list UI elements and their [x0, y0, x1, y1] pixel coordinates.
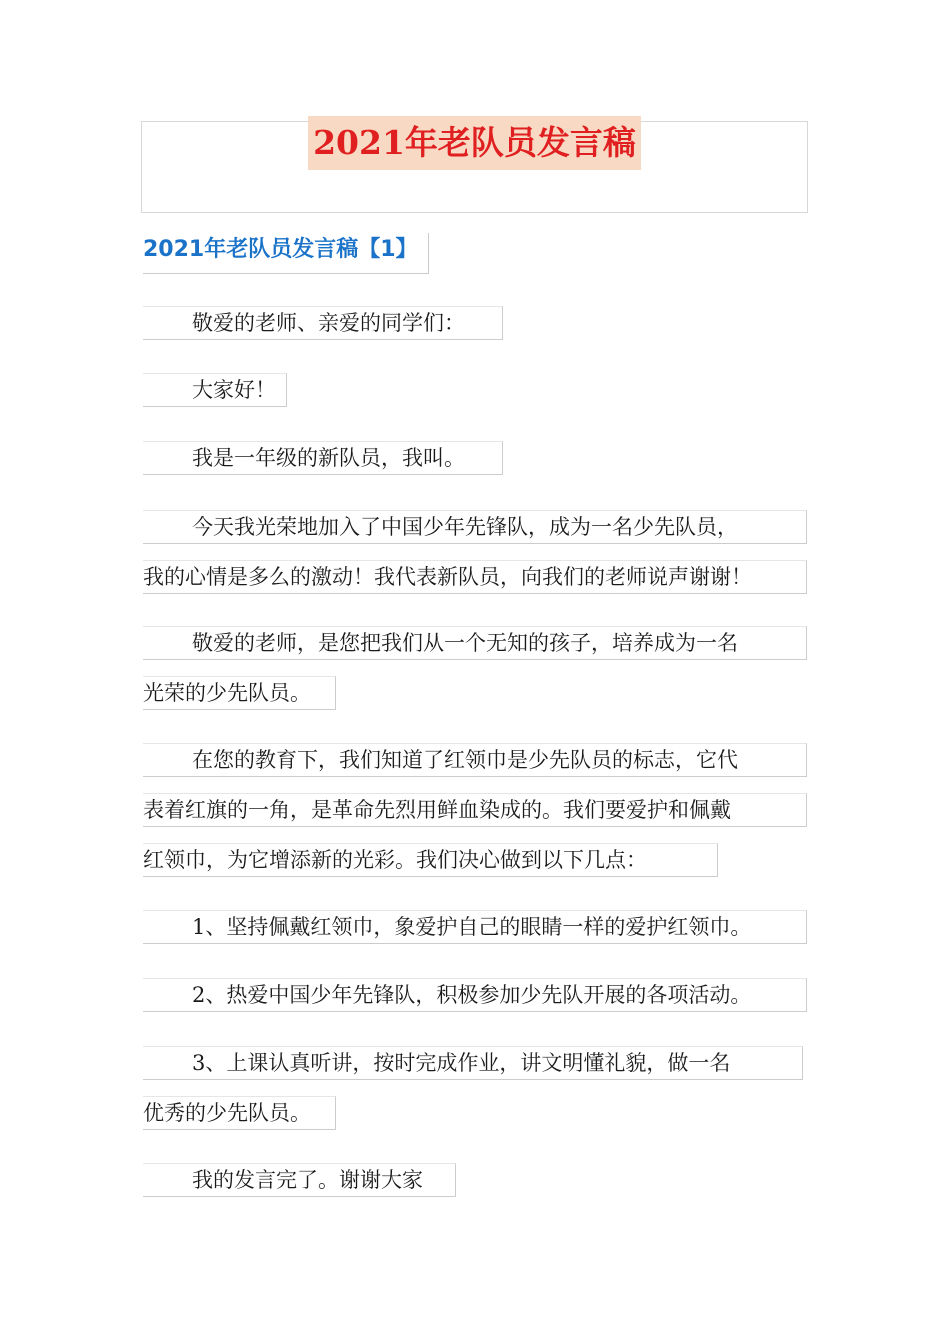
paragraph-line: 大家好！: [143, 373, 287, 407]
paragraph-line: 我的发言完了。谢谢大家: [143, 1163, 456, 1197]
paragraph-line: 我是一年级的新队员，我叫。: [143, 441, 503, 475]
paragraph-line: 3、上课认真听讲，按时完成作业，讲文明懂礼貌，做一名: [143, 1046, 803, 1080]
paragraph-line: 2、热爱中国少年先锋队，积极参加少先队开展的各项活动。: [143, 978, 807, 1012]
paragraph-line: 今天我光荣地加入了中国少年先锋队，成为一名少先队员，: [143, 510, 807, 544]
paragraph-line: 红领巾，为它增添新的光彩。我们决心做到以下几点：: [143, 843, 718, 877]
paragraph-line: 敬爱的老师，是您把我们从一个无知的孩子，培养成为一名: [143, 626, 807, 660]
paragraph-line: 1、坚持佩戴红领巾，象爱护自己的眼睛一样的爱护红领巾。: [143, 910, 807, 944]
paragraph-line: 在您的教育下，我们知道了红领巾是少先队员的标志，它代: [143, 743, 807, 777]
paragraph-line: 光荣的少先队员。: [143, 676, 336, 710]
paragraph-line: 表着红旗的一角，是革命先烈用鲜血染成的。我们要爱护和佩戴: [143, 793, 807, 827]
section-heading: 2021年老队员发言稿【1】: [143, 233, 429, 274]
paragraph-line: 优秀的少先队员。: [143, 1096, 336, 1130]
document-title: 2021年老队员发言稿: [308, 116, 641, 170]
paragraph-line: 敬爱的老师、亲爱的同学们：: [143, 306, 503, 340]
paragraph-line: 我的心情是多么的激动！我代表新队员，向我们的老师说声谢谢！: [143, 560, 807, 594]
